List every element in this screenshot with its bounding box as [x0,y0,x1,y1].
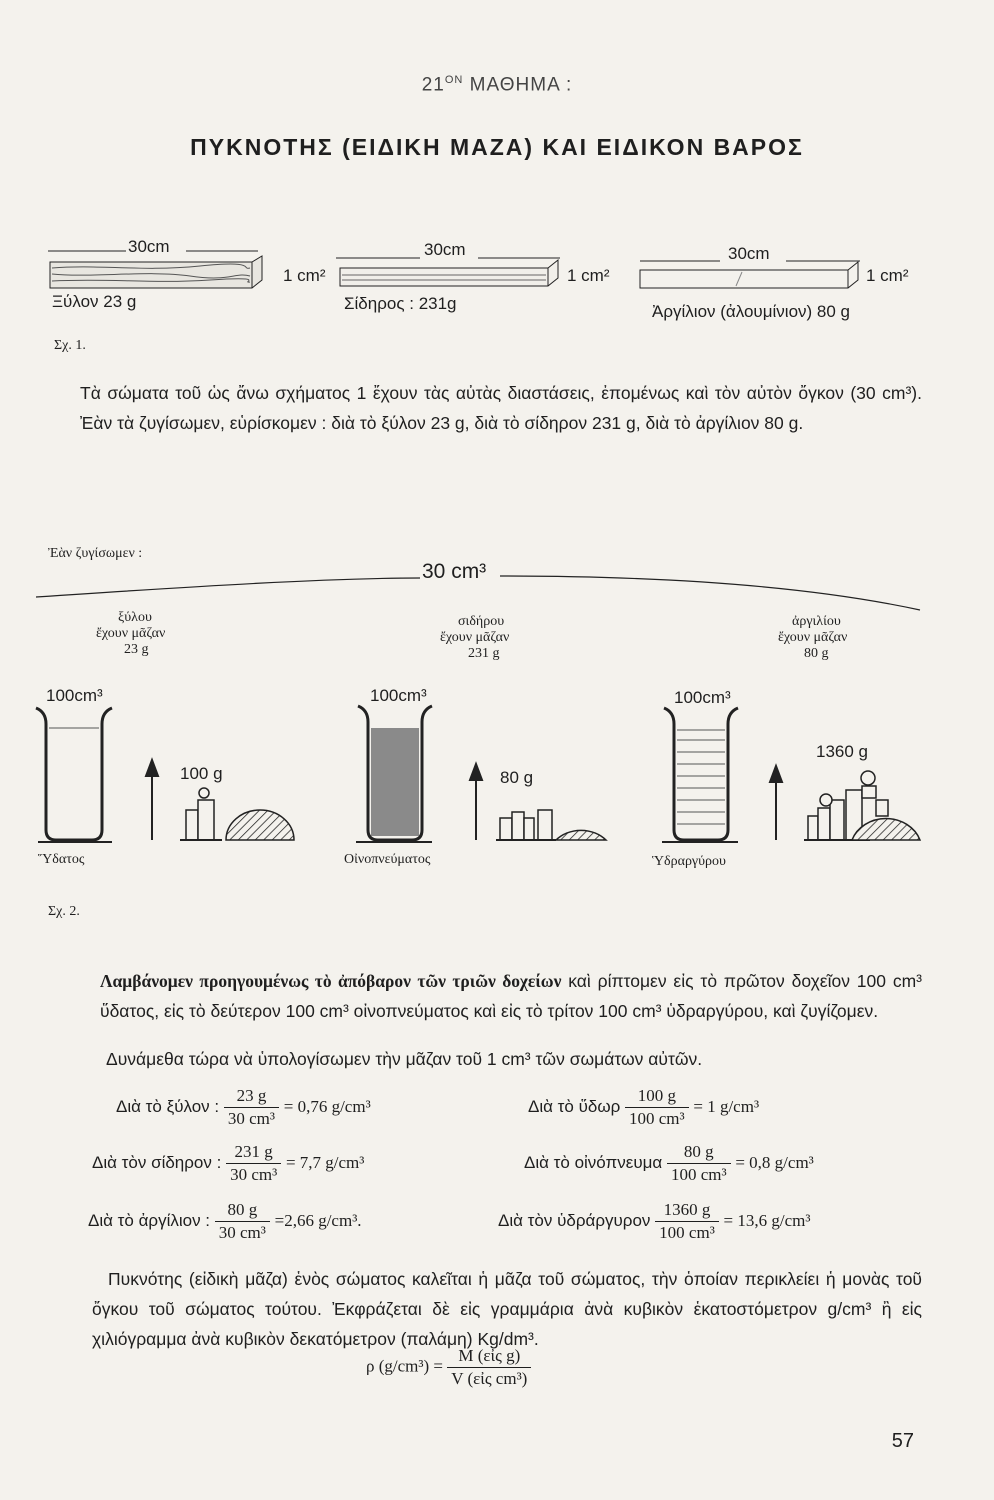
paragraph-intro: Τὰ σώματα τοῦ ὡς ἄνω σχήματος 1 ἔχουν τὰς αὐτὰς διαστάσεις, ἐπομένως καὶ τὸν αὐτὸν ὄγκον (30 cm³). Ἐὰν τὰ ζυγίσωμεν, εὑρίσκομεν : διὰ τὸ ξύλον 23 g, διὰ τὸ σίδηρον 231 g, διὰ τὸ ἀργίλιον 80 g. [80,383,922,433]
weights-set-3 [804,771,920,840]
formula-left: ρ (g/cm³) = [366,1356,443,1376]
lesson-number-suffix: ΟΝ [444,74,464,86]
group-3-liquid: Ὑδραργύρου [652,854,726,869]
group-1-liquid: Ὕδατος [38,852,85,867]
density-formula [366,1346,531,1389]
figure-2-intro: Ἐὰν ζυγίσωμεν : [48,546,143,561]
calc-wood [116,1086,371,1129]
calc-iron [92,1142,364,1185]
calc-alcohol [524,1142,814,1185]
lesson-word: ΜΑΘΗΜΑ : [463,74,573,96]
paragraph-procedure-rest: καὶ ρίπτομεν εἰς τὸ πρῶτον δοχεῖον 100 cm³ ὕδατος, εἰς τὸ δεύτερον 100 cm³ οἰνοπνεύματος καὶ εἰς τὸ τρίτον 100 cm³ ὑδραργύρου, καὶ ζυγίζομεν. [100,971,922,1021]
calc-water-result: = 1 g/cm³ [693,1096,760,1116]
cylinder-mercury [662,708,738,842]
density-definition: Πυκνότης (εἰδικὴ μᾶζα) ἑνὸς σώματος καλεῖται ἡ μᾶζα τοῦ σώματος, τὴν ὁποίαν περικλείει ἡ μονὰς τοῦ ὄγκου τοῦ σώματος τούτου. Ἐκφράζεται δὲ εἰς γραμμάρια ἀνὰ κυβικὸν ἑκατοστόμετρον g/cm³ ἢ εἰς χιλιόγραμμα ἀνὰ κυβικὸν δεκατόμετρον (παλάμη) Kg/dm³. [92,1269,922,1349]
group-2-line1: σιδήρου [458,614,505,629]
group-3-weight: 1360 g [816,742,868,761]
calc-mercury-den: 100 cm³ [655,1221,719,1243]
bar-iron-section: 1 cm² [567,266,610,285]
calc-alcohol-num: 80 g [683,1142,714,1161]
paragraph-procedure [100,966,922,1026]
group-1-line1: ξύλου [118,610,152,625]
volume-label: 30 cm³ [422,560,487,583]
calc-aluminium-result: =2,66 g/cm³. [274,1210,362,1230]
calc-wood-label: Διὰ τὸ ξύλον : [116,1096,220,1116]
group-1-line3: 23 g [124,642,149,657]
bar-wood-material: Ξύλον 23 g [52,292,137,311]
group-3-line2: ἔχουν μᾶζαν [778,630,848,645]
group-1-line2: ἔχουν μᾶζαν [96,626,166,641]
calc-iron-result: = 7,7 g/cm³ [285,1152,365,1172]
group-2-weight: 80 g [500,768,534,787]
calc-wood-result: = 0,76 g/cm³ [283,1096,371,1116]
cylinder-water [36,708,112,842]
group-2-line3: 231 g [468,646,500,661]
calc-aluminium-label: Διὰ τὸ ἀργίλιον : [88,1210,211,1230]
bar-wood-length: 30cm [128,237,170,256]
group-2-container: 100cm³ [370,686,427,705]
formula-num: M (εἰς g) [458,1346,521,1365]
calc-alcohol-den: 100 cm³ [667,1163,731,1185]
paragraph-calc-intro: Δυνάμεθα τώρα νὰ ὑπολογίσωμεν τὴν μᾶζαν τοῦ 1 cm³ τῶν σωμάτων αὐτῶν. [106,1049,703,1069]
weights-set-2 [496,810,606,840]
paragraph-procedure-bold: Λαμβάνομεν προηγουμένως τὸ ἀπόβαρον τῶν τριῶν δοχείων [100,971,562,991]
calc-water [528,1086,759,1129]
bar-aluminium-material: Ἀργίλιον (ἀλουμίνιον) 80 g [652,302,850,321]
calc-aluminium [88,1200,362,1243]
group-2-liquid: Οἰνοπνεύματος [344,852,431,867]
bar-aluminium-section: 1 cm² [866,266,909,285]
calc-mercury-num: 1360 g [663,1200,711,1219]
group-1-container: 100cm³ [46,686,103,705]
group-3-line1: ἀργιλίου [792,614,841,629]
calc-mercury-label: Διὰ τὸν ὑδράργυρον [498,1210,651,1230]
calc-mercury-result: = 13,6 g/cm³ [723,1210,811,1230]
weights-set-1 [180,788,294,840]
calc-aluminium-num: 80 g [227,1200,258,1219]
calc-water-num: 100 g [637,1086,676,1105]
lesson-number: 21 [421,74,445,96]
calc-wood-den: 30 cm³ [224,1107,279,1129]
group-3-container: 100cm³ [674,688,731,707]
bar-wood-section: 1 cm² [283,266,326,285]
group-1-weight: 100 g [180,764,223,783]
calc-water-den: 100 cm³ [625,1107,689,1129]
page-title: ΠΥΚΝΟΤΗΣ (ΕΙΔΙΚΗ ΜΑΖΑ) ΚΑΙ ΕΙΔΙΚΟΝ ΒΑΡΟΣ [190,134,804,160]
cylinder-alcohol [356,706,432,842]
bar-iron-material: Σίδηρος : 231g [344,294,457,313]
page-number: 57 [891,1430,914,1452]
group-2-line2: ἔχουν μᾶζαν [440,630,510,645]
calc-alcohol-label: Διὰ τὸ οἰνόπνευμα [524,1152,663,1172]
bar-aluminium-length: 30cm [728,244,770,263]
bar-iron-length: 30cm [424,240,466,259]
figure-2-caption: Σχ. 2. [48,904,80,919]
calc-mercury [498,1200,810,1243]
calc-aluminium-den: 30 cm³ [215,1221,270,1243]
calc-alcohol-result: = 0,8 g/cm³ [735,1152,814,1172]
formula-den: V (εἰς cm³) [447,1367,531,1389]
calc-iron-den: 30 cm³ [226,1163,281,1185]
calc-iron-num: 231 g [234,1142,273,1161]
group-3-line3: 80 g [804,646,829,661]
figure-1-caption: Σχ. 1. [54,338,86,353]
calc-iron-label: Διὰ τὸν σίδηρον : [92,1152,222,1172]
calc-wood-num: 23 g [236,1086,267,1105]
calc-water-label: Διὰ τὸ ὕδωρ [528,1096,621,1116]
